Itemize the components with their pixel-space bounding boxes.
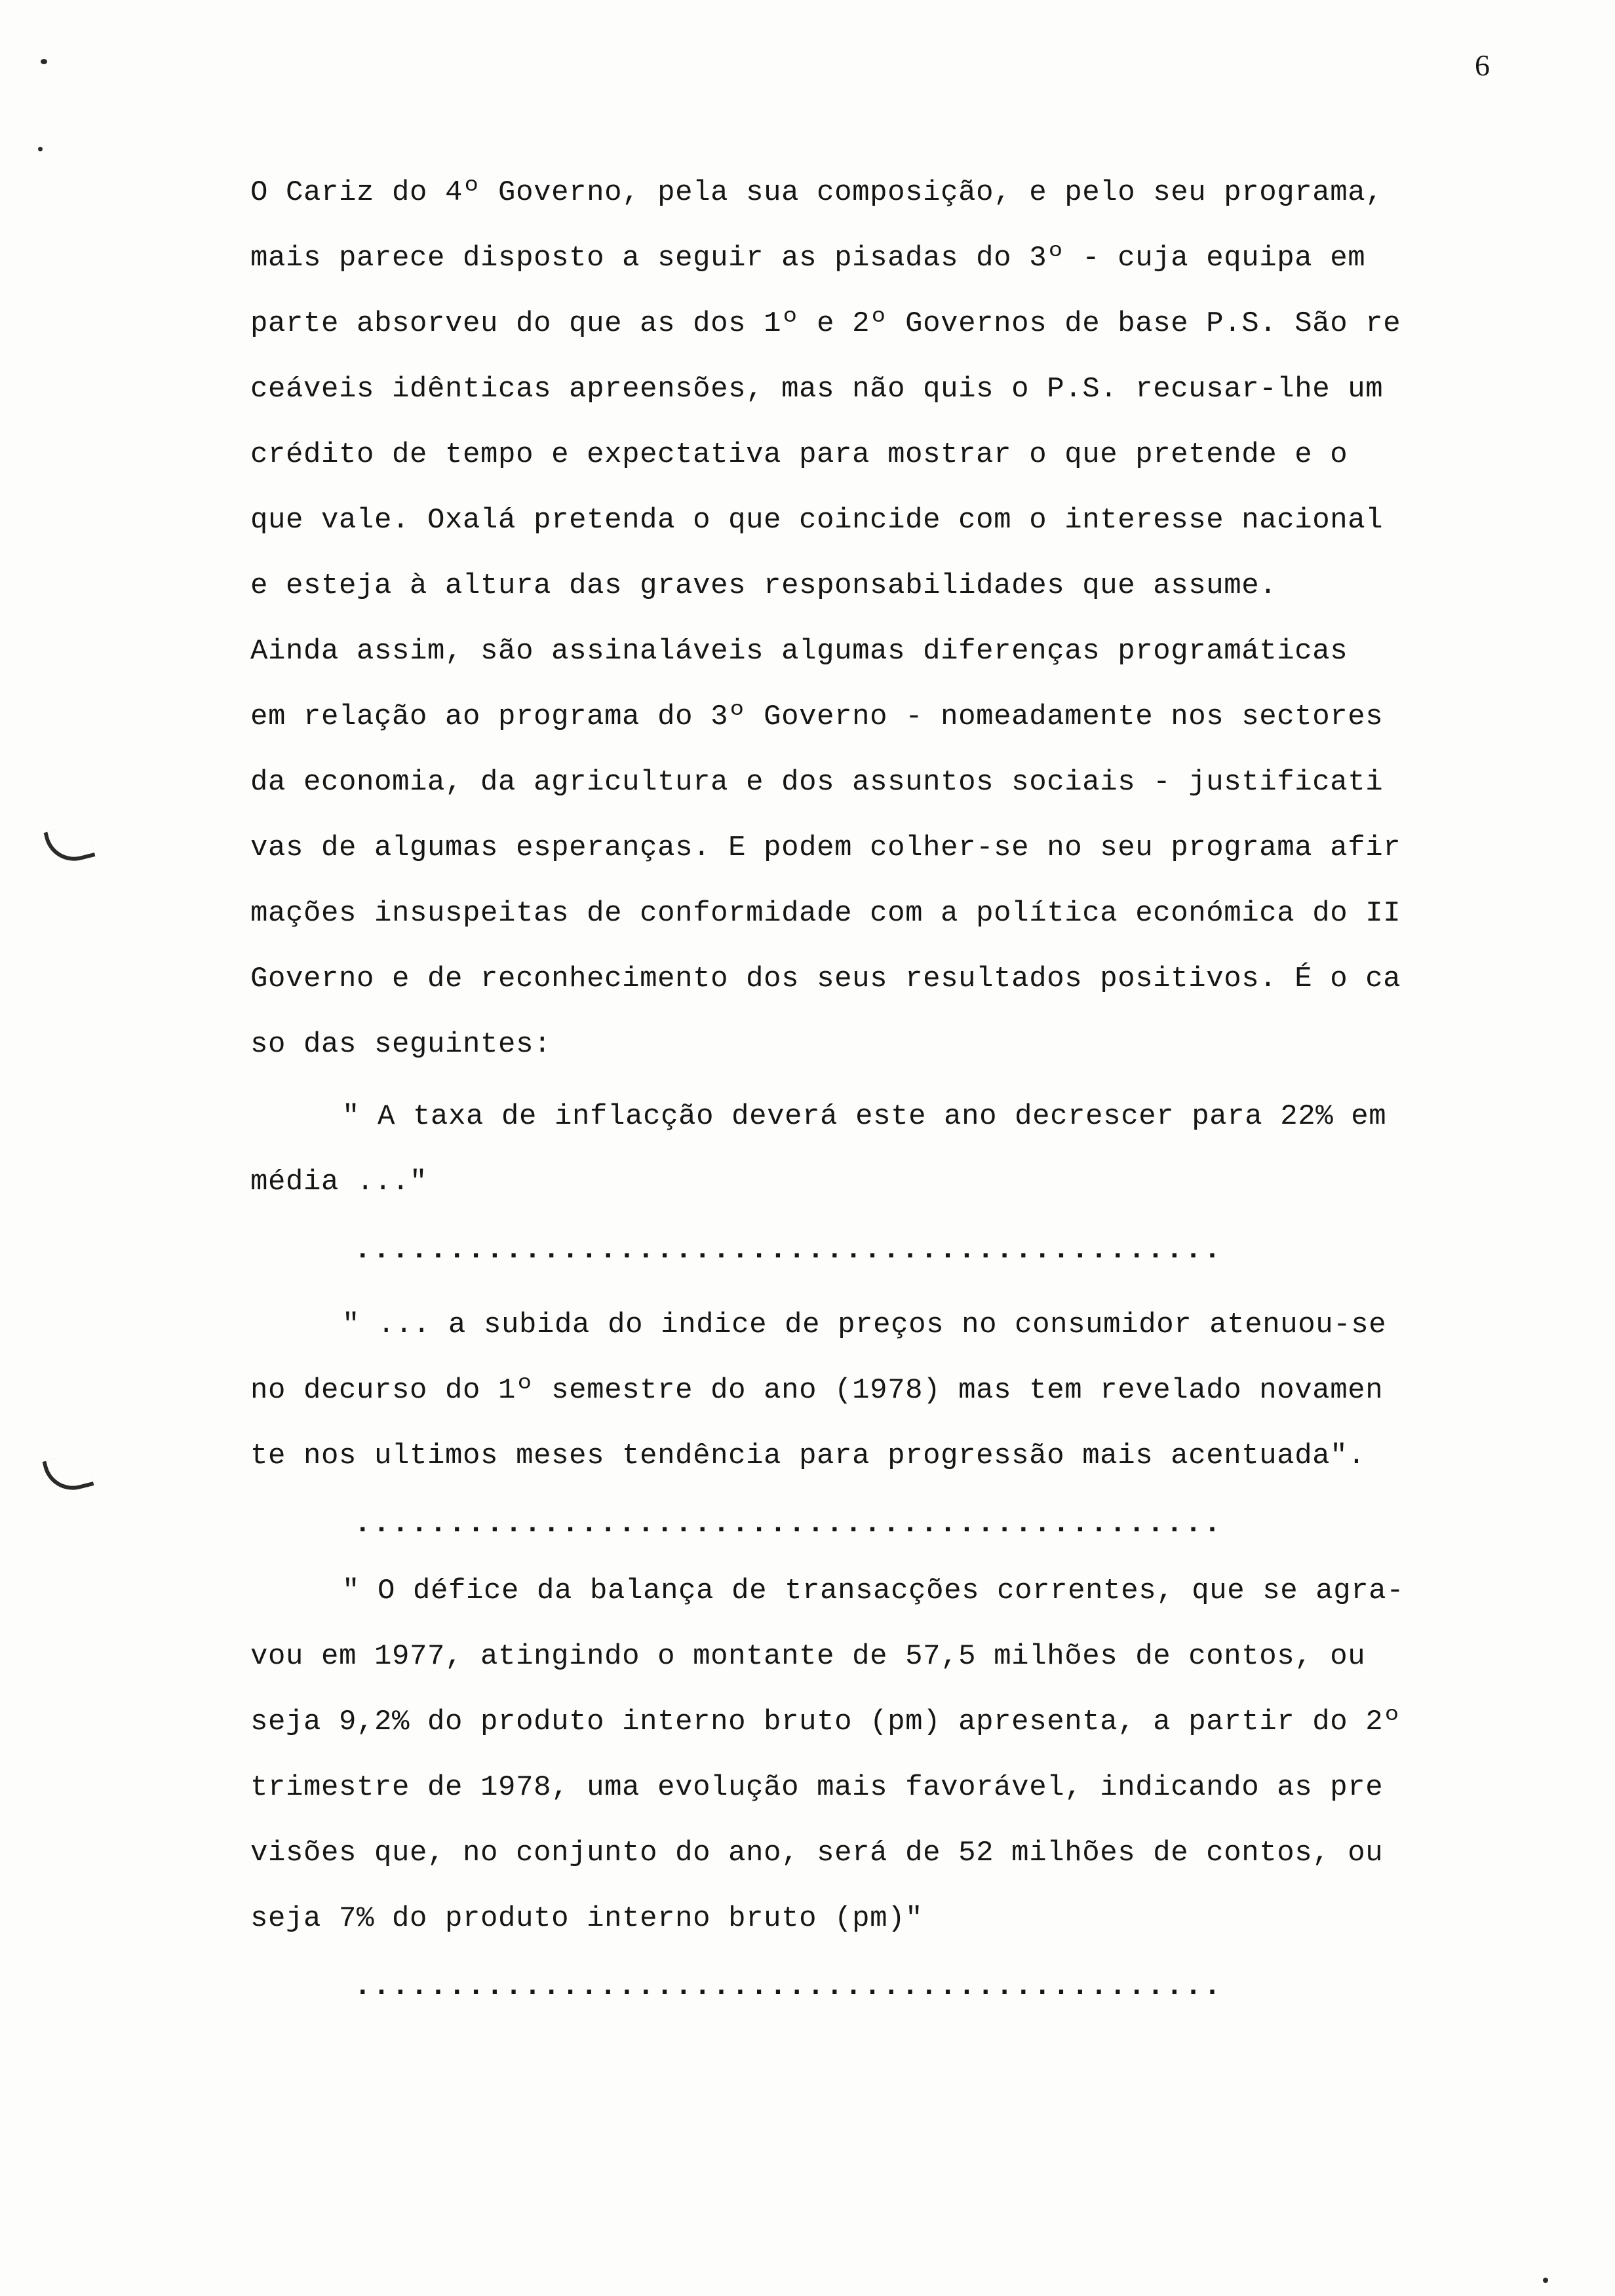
quote-line: trimestre de 1978, uma evolução mais favorável, indicando as pre: [250, 1771, 1384, 1804]
margin-hole-mark-lower: [42, 1451, 94, 1497]
text-line: ceáveis idênticas apreensões, mas não quis o P.S. recusar-lhe um: [250, 373, 1384, 406]
quote-line: vou em 1977, atingindo o montante de 57,5 milhões de contos, ou: [250, 1640, 1366, 1673]
margin-hole-mark-upper: [43, 822, 95, 868]
page-number: 6: [1475, 48, 1490, 82]
text-line: vas de algumas esperanças. E podem colher-se no seu programa afir: [250, 832, 1401, 864]
quote-line: " A taxa de inflacção deverá este ano decrescer para 22% em: [342, 1100, 1387, 1133]
quote-line: seja 9,2% do produto interno bruto (pm) apresenta, a partir do 2º: [250, 1706, 1401, 1738]
ellipsis-separator: ..............................................: [354, 1508, 1222, 1540]
text-line: que vale. Oxalá pretenda o que coincide com o interesse nacional: [250, 504, 1384, 537]
quote-line: te nos ultimos meses tendência para progressão mais acentuada".: [250, 1440, 1366, 1472]
quote-line: " ... a subida do indice de preços no consumidor atenuou-se: [342, 1309, 1387, 1341]
ellipsis-separator: ..............................................: [354, 1970, 1222, 2003]
text-line: crédito de tempo e expectativa para mostrar o que pretende e o: [250, 438, 1348, 471]
text-line: O Cariz do 4º Governo, pela sua composição, e pelo seu programa,: [250, 176, 1384, 209]
text-line: e esteja à altura das graves responsabilidades que assume.: [250, 569, 1277, 602]
text-line: mais parece disposto a seguir as pisadas do 3º - cuja equipa em: [250, 242, 1366, 275]
text-line: parte absorveu do que as dos 1º e 2º Governos de base P.S. São re: [250, 307, 1401, 340]
text-line: mações insuspeitas de conformidade com a política económica do II: [250, 897, 1401, 930]
text-line: da economia, da agricultura e dos assuntos sociais - justificati: [250, 766, 1384, 799]
ellipsis-separator: ..............................................: [354, 1234, 1222, 1267]
margin-dot-small: [38, 147, 43, 151]
quote-line: média ...": [250, 1166, 428, 1198]
text-line: so das seguintes:: [250, 1028, 552, 1061]
quote-line: visões que, no conjunto do ano, será de 52 milhões de contos, ou: [250, 1837, 1384, 1869]
quote-line: seja 7% do produto interno bruto (pm)": [250, 1902, 924, 1935]
text-line: em relação ao programa do 3º Governo - nomeadamente nos sectores: [250, 700, 1384, 733]
quote-line: " O défice da balança de transacções correntes, que se agra-: [342, 1575, 1405, 1607]
margin-dot-top: [41, 59, 47, 64]
quote-line: no decurso do 1º semestre do ano (1978) mas tem revelado novamen: [250, 1374, 1384, 1407]
text-line: Ainda assim, são assinaláveis algumas diferenças programáticas: [250, 635, 1348, 668]
text-line: Governo e de reconhecimento dos seus resultados positivos. É o ca: [250, 963, 1401, 995]
corner-speck: [1543, 2278, 1548, 2283]
